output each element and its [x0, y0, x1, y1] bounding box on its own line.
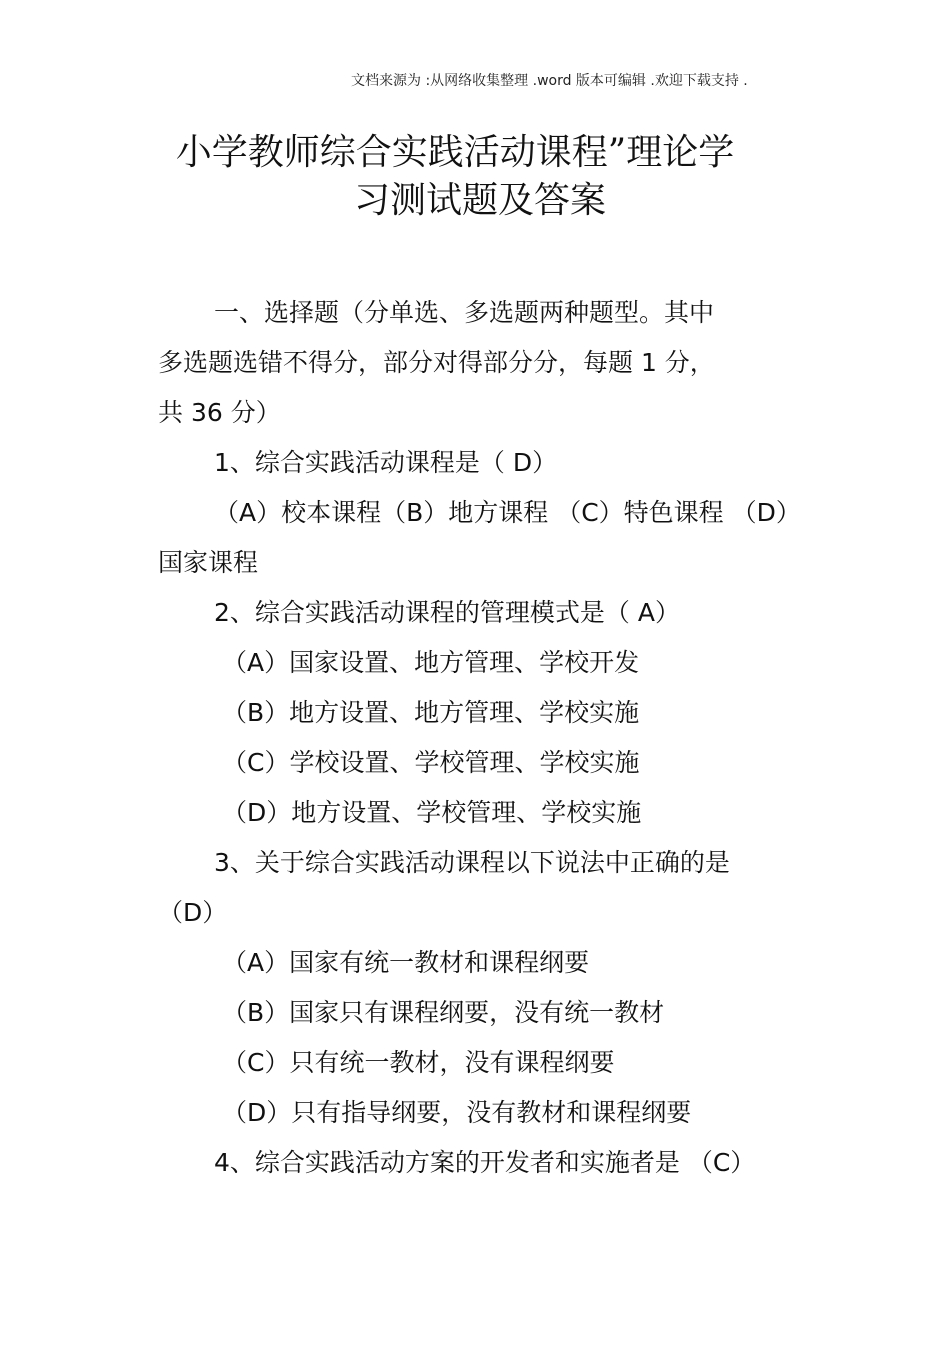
- document-title-line-2: 习测试题及答案: [353, 180, 606, 221]
- question-3-option-a: （A）国家有统一教材和课程纲要: [222, 948, 590, 977]
- question-3-answer: （D）: [158, 898, 228, 927]
- section-heading-line-1: 一、选择题（分单选、多选题两种题型。其中: [214, 298, 715, 327]
- question-1-stem: 1、综合实践活动课程是（ D）: [214, 448, 558, 477]
- question-2-stem: 2、综合实践活动课程的管理模式是（ A）: [214, 598, 680, 627]
- question-4-stem: 4、综合实践活动方案的开发者和实施者是 （C）: [214, 1148, 756, 1177]
- question-2-option-c: （C）学校设置、学校管理、学校实施: [222, 748, 640, 777]
- question-3-option-b: （B）国家只有课程纲要，没有统一教材: [222, 998, 665, 1027]
- question-3-option-d: （D）只有指导纲要，没有教材和课程纲要: [222, 1098, 692, 1127]
- question-2-option-b: （B）地方设置、地方管理、学校实施: [222, 698, 640, 727]
- question-2-option-a: （A）国家设置、地方管理、学校开发: [222, 648, 640, 677]
- document-title-line-1: 小学教师综合实践活动课程”理论学: [175, 132, 735, 173]
- question-3-stem: 3、关于综合实践活动课程以下说法中正确的是: [214, 848, 730, 877]
- question-1-options: （A）校本课程（B）地方课程 （C）特色课程 （D）: [214, 498, 801, 527]
- question-1-options-cont: 国家课程: [158, 548, 259, 577]
- page-header: 文档来源为 :从网络收集整理 .word 版本可编辑 .欢迎下载支持 .: [351, 73, 748, 89]
- section-heading-line-2: 多选题选错不得分，部分对得部分分，每题 1 分，: [158, 348, 715, 377]
- question-3-option-c: （C）只有统一教材，没有课程纲要: [222, 1048, 615, 1077]
- question-2-option-d: （D）地方设置、学校管理、学校实施: [222, 798, 642, 827]
- section-heading-line-3: 共 36 分）: [158, 398, 281, 427]
